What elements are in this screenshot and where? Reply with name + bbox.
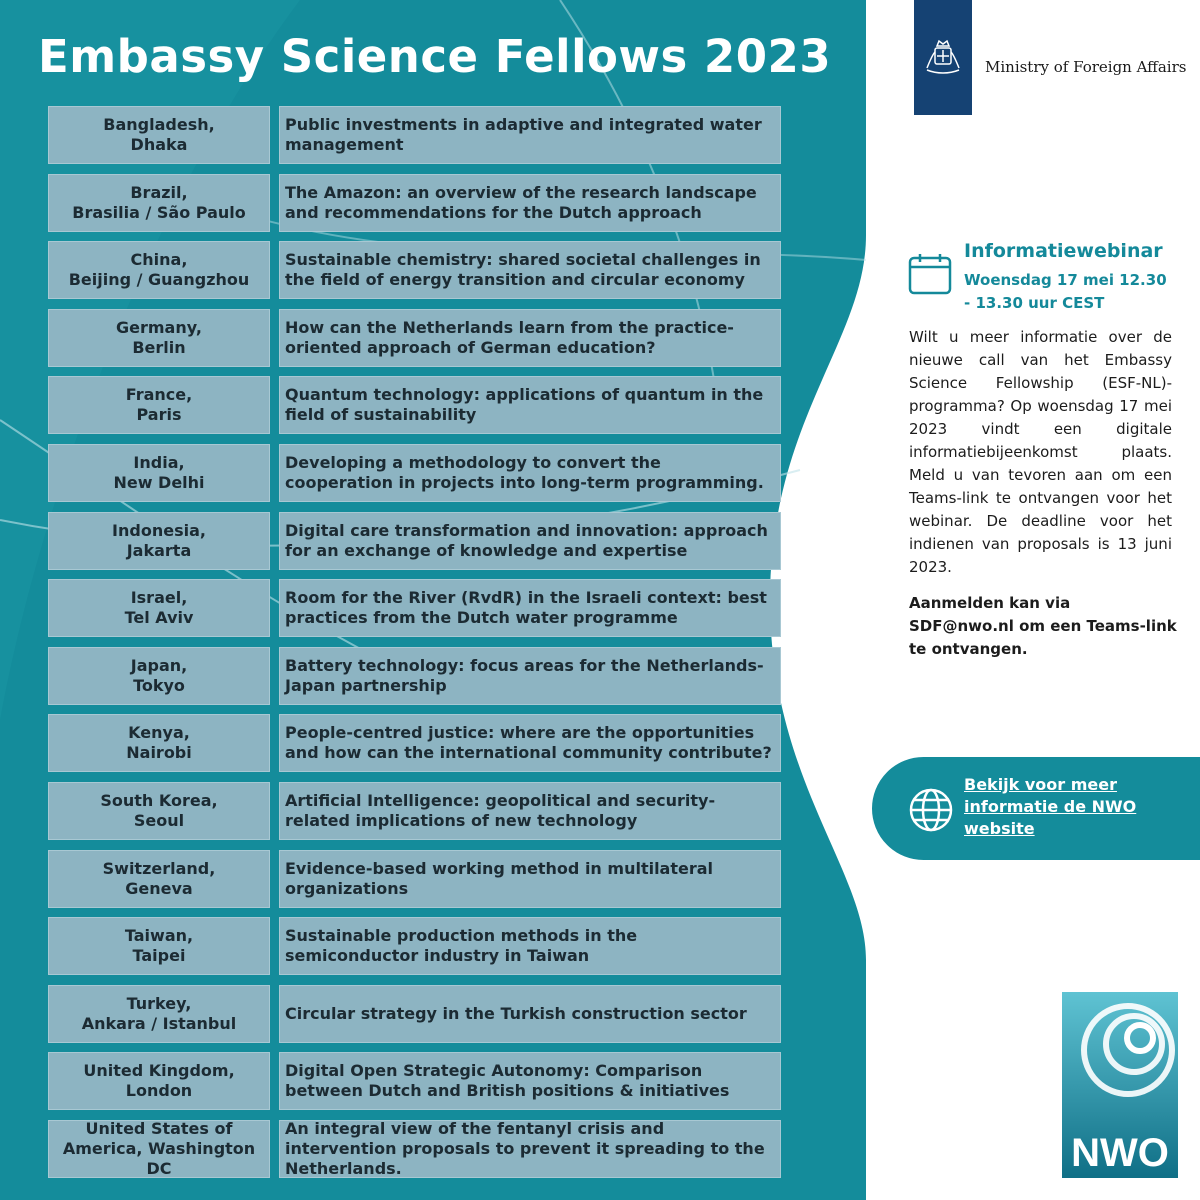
country: Brazil,: [130, 182, 188, 202]
topic-cell: How can the Netherlands learn from the practice-oriented approach of German education?: [279, 309, 781, 367]
country: Japan,: [130, 655, 188, 675]
location-cell: [48, 714, 270, 772]
topic-cell: Room for the River (RvdR) in the Israeli context: best practices from the Dutch water programme: [279, 579, 781, 637]
city: London: [125, 1081, 193, 1101]
location-cell: [48, 782, 270, 840]
location-cell: [48, 1120, 270, 1178]
webinar-date: Woensdag 17 mei 12.30 - 13.30 uur CEST: [964, 271, 1167, 312]
table-row: [48, 106, 781, 164]
country: Germany,: [116, 317, 202, 337]
location-cell: [48, 1052, 270, 1110]
city: Ankara / Istanbul: [81, 1013, 237, 1033]
table-row: [48, 647, 781, 705]
location-cell: [48, 309, 270, 367]
city: New Delhi: [113, 473, 205, 492]
city: Dhaka: [130, 135, 188, 154]
location-cell: [48, 917, 270, 975]
table-row: [48, 376, 781, 434]
topic-cell: Quantum technology: applications of quantum in the field of sustainability: [279, 376, 781, 434]
country: France,: [125, 385, 193, 405]
city: Geneva: [125, 878, 193, 898]
webinar-description: Wilt u meer informatie over de nieuwe call van het Embassy Science Fellowship (ESF-NL)-programma? Op woensdag 17 mei 2023 vindt een digitale informatiebijeenkomst plaats. Meld u van tevoren aan om een Teams-link te ontvangen voor het webinar. De deadline voor het indienen van proposals is 13 juni 2023.: [909, 328, 1172, 576]
table-row: [48, 512, 781, 570]
city: Berlin: [132, 337, 186, 357]
topic-cell: The Amazon: an overview of the research landscape and recommendations for the Dutch approach: [279, 174, 781, 232]
city: Beijing / Guangzhou: [68, 270, 250, 290]
location-cell: [48, 579, 270, 637]
topic-cell: Battery technology: focus areas for the Netherlands-Japan partnership: [279, 647, 781, 705]
table-row: [48, 241, 781, 299]
calendar-icon: [908, 252, 952, 296]
location-cell: [48, 647, 270, 705]
country: Bangladesh,: [103, 115, 215, 134]
table-row: [48, 174, 781, 232]
ministry-logo: [914, 0, 972, 115]
country: Turkey,: [126, 993, 192, 1013]
city: Tokyo: [133, 675, 185, 695]
webinar-title: Informatiewebinar: [964, 240, 1163, 262]
country: China,: [130, 250, 188, 270]
city: Paris: [136, 405, 182, 425]
nwo-logo: [1062, 992, 1178, 1178]
country: India,: [133, 453, 185, 472]
location-cell: [48, 985, 270, 1043]
location-cell: [48, 174, 270, 232]
location-cell: [48, 106, 270, 164]
table-row: [48, 579, 781, 637]
city: Jakarta: [126, 540, 192, 560]
table-row: [48, 850, 781, 908]
register-text: Aanmelden kan via SDF@nwo.nl om een Teams-link te ontvangen.: [909, 594, 1177, 658]
nwo-website-link[interactable]: Bekijk voor meer informatie de NWO website: [964, 775, 1137, 838]
city: Seoul: [133, 811, 185, 830]
country: Switzerland,: [102, 858, 216, 878]
table-row: [48, 1120, 781, 1178]
location-cell: [48, 241, 270, 299]
topic-cell: Public investments in adaptive and integrated water management: [279, 106, 781, 164]
country: Taiwan,: [124, 926, 194, 946]
city: Taipei: [132, 946, 186, 966]
table-row: [48, 714, 781, 772]
city: America, Washington DC: [62, 1139, 256, 1178]
topic-cell: Circular strategy in the Turkish construction sector: [279, 985, 781, 1043]
topic-cell: Evidence-based working method in multilateral organizations: [279, 850, 781, 908]
location-cell: [48, 512, 270, 570]
topic-cell: Sustainable chemistry: shared societal challenges in the field of energy transition and circular economy: [279, 241, 781, 299]
topic-cell: Sustainable production methods in the semiconductor industry in Taiwan: [279, 917, 781, 975]
table-row: [48, 444, 781, 502]
globe-icon: [908, 787, 954, 833]
city: Nairobi: [126, 743, 192, 763]
page-title: Embassy Science Fellows 2023: [38, 30, 832, 83]
royal-crest-icon: [921, 38, 965, 78]
country: United Kingdom,: [83, 1061, 235, 1081]
country: United States of: [85, 1119, 233, 1138]
country: Israel,: [130, 588, 188, 608]
table-row: [48, 1052, 781, 1110]
topic-cell: Digital Open Strategic Autonomy: Comparison between Dutch and British positions & initiatives: [279, 1052, 781, 1110]
table-row: [48, 917, 781, 975]
topic-cell: Digital care transformation and innovation: approach for an exchange of knowledge and expertise: [279, 512, 781, 570]
city: Tel Aviv: [124, 608, 194, 628]
location-cell: [48, 850, 270, 908]
topic-cell: An integral view of the fentanyl crisis and intervention proposals to prevent it spreading to the Netherlands.: [279, 1120, 781, 1178]
country: South Korea,: [100, 791, 218, 810]
location-cell: [48, 444, 270, 502]
city: Brasilia / São Paulo: [72, 202, 246, 222]
country: Kenya,: [128, 723, 190, 743]
table-row: [48, 985, 781, 1043]
table-row: [48, 782, 781, 840]
country: Indonesia,: [112, 520, 206, 540]
table-row: [48, 309, 781, 367]
location-cell: [48, 376, 270, 434]
topic-cell: Artificial Intelligence: geopolitical and security-related implications of new technology: [279, 782, 781, 840]
topic-cell: Developing a methodology to convert the cooperation in projects into long-term programming.: [279, 444, 781, 502]
ministry-name: Ministry of Foreign Affairs: [985, 58, 1187, 76]
topic-cell: People-centred justice: where are the opportunities and how can the international community contribute?: [279, 714, 781, 772]
nwo-logo-text: NWO: [1071, 1131, 1169, 1175]
